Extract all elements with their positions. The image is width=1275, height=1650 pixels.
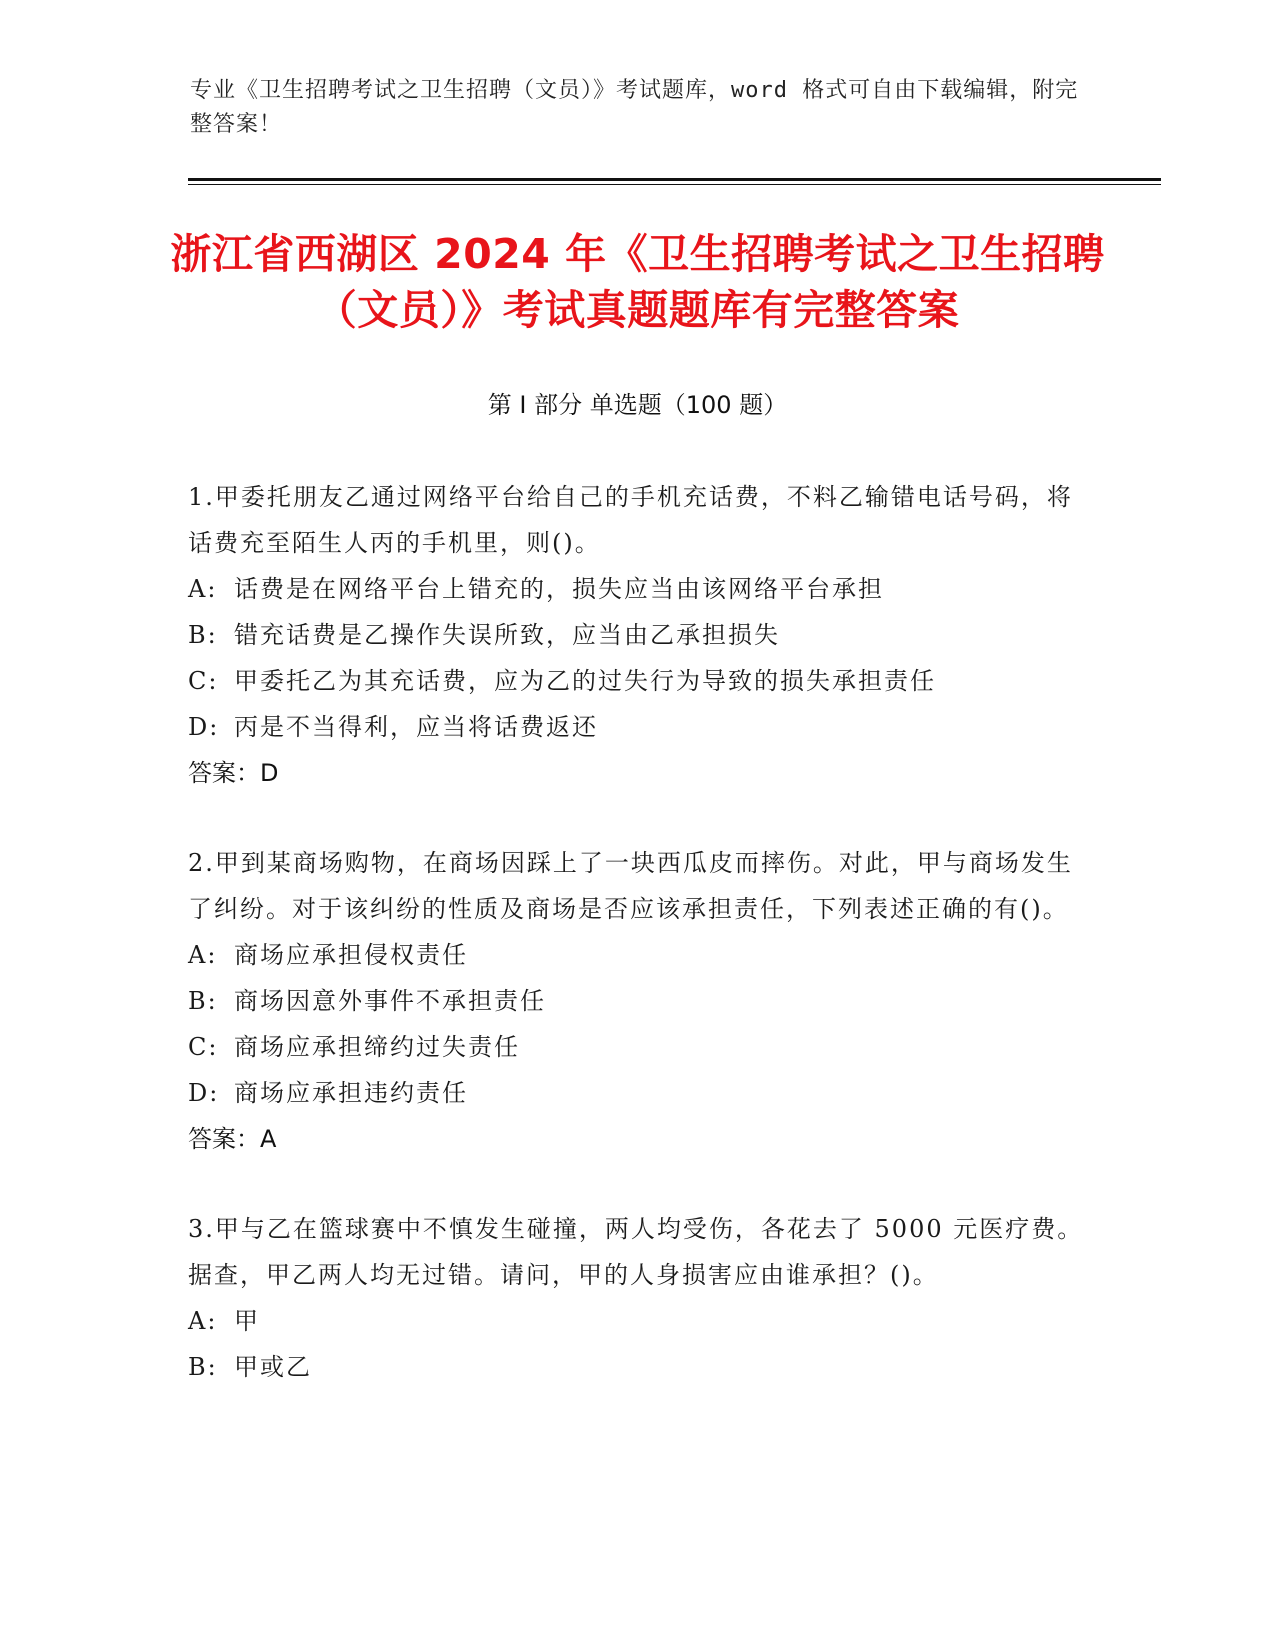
option-letter: D: [188, 713, 220, 741]
header-rule-thin [188, 184, 1161, 185]
option-letter: D: [188, 1079, 220, 1107]
option-a [188, 932, 1088, 978]
document-title: 浙江省西湖区 2024 年《卫生招聘考试之卫生招聘（文员）》考试真题题库有完整答案 [170, 230, 1105, 334]
option-letter: B: [188, 621, 218, 649]
option-text: 商场应承担侵权责任 [234, 941, 468, 969]
option-b [188, 978, 1088, 1024]
option-text: 商场应承担违约责任 [234, 1079, 468, 1107]
option-letter: A: [188, 1307, 218, 1335]
question-1 [188, 474, 1088, 796]
answer-label: 答案： [188, 759, 260, 787]
option-text: 丙是不当得利，应当将话费返还 [234, 713, 598, 741]
answer-value: A [260, 1125, 277, 1153]
answer-line [188, 750, 1088, 796]
option-a [188, 566, 1088, 612]
header-note: 专业《卫生招聘考试之卫生招聘（文员）》考试题库，word 格式可自由下载编辑，附完整答案！ [190, 78, 1079, 137]
answer-value: D [260, 759, 279, 787]
option-text: 话费是在网络平台上错充的，损失应当由该网络平台承担 [234, 575, 884, 603]
option-b [188, 612, 1088, 658]
answer-label: 答案： [188, 1125, 260, 1153]
option-text: 甲 [234, 1307, 260, 1335]
option-d [188, 704, 1088, 750]
option-text: 商场应承担缔约过失责任 [234, 1033, 520, 1061]
question-2 [188, 840, 1088, 1162]
question-list [188, 474, 1088, 1434]
option-c [188, 1024, 1088, 1070]
option-b [188, 1344, 1088, 1390]
option-a [188, 1298, 1088, 1344]
option-letter: B: [188, 987, 218, 1015]
option-text: 商场因意外事件不承担责任 [234, 987, 546, 1015]
question-stem: 2.甲到某商场购物，在商场因踩上了一块西瓜皮而摔伤。对此，甲与商场发生了纠纷。对于该纠纷的性质及商场是否应该承担责任，下列表述正确的有()。 [188, 849, 1073, 923]
question-stem: 1.甲委托朋友乙通过网络平台给自己的手机充话费，不料乙输错电话号码，将话费充至陌生人丙的手机里，则()。 [188, 483, 1073, 557]
option-letter: C: [188, 667, 219, 695]
option-letter: C: [188, 1033, 219, 1061]
question-stem: 3.甲与乙在篮球赛中不慎发生碰撞，两人均受伤，各花去了 5000 元医疗费。据查，甲乙两人均无过错。请问，甲的人身损害应由谁承担？()。 [188, 1215, 1084, 1289]
option-text: 甲委托乙为其充话费，应为乙的过失行为导致的损失承担责任 [234, 667, 936, 695]
option-text: 甲或乙 [234, 1353, 312, 1381]
option-text: 错充话费是乙操作失误所致，应当由乙承担损失 [234, 621, 780, 649]
option-letter: A: [188, 575, 218, 603]
option-c [188, 658, 1088, 704]
question-3 [188, 1206, 1088, 1390]
section-heading: 第 I 部分 单选题（100 题） [487, 391, 788, 419]
option-letter: A: [188, 941, 218, 969]
header-rule-thick [188, 178, 1161, 181]
option-d [188, 1070, 1088, 1116]
option-letter: B: [188, 1353, 218, 1381]
answer-line [188, 1116, 1088, 1162]
